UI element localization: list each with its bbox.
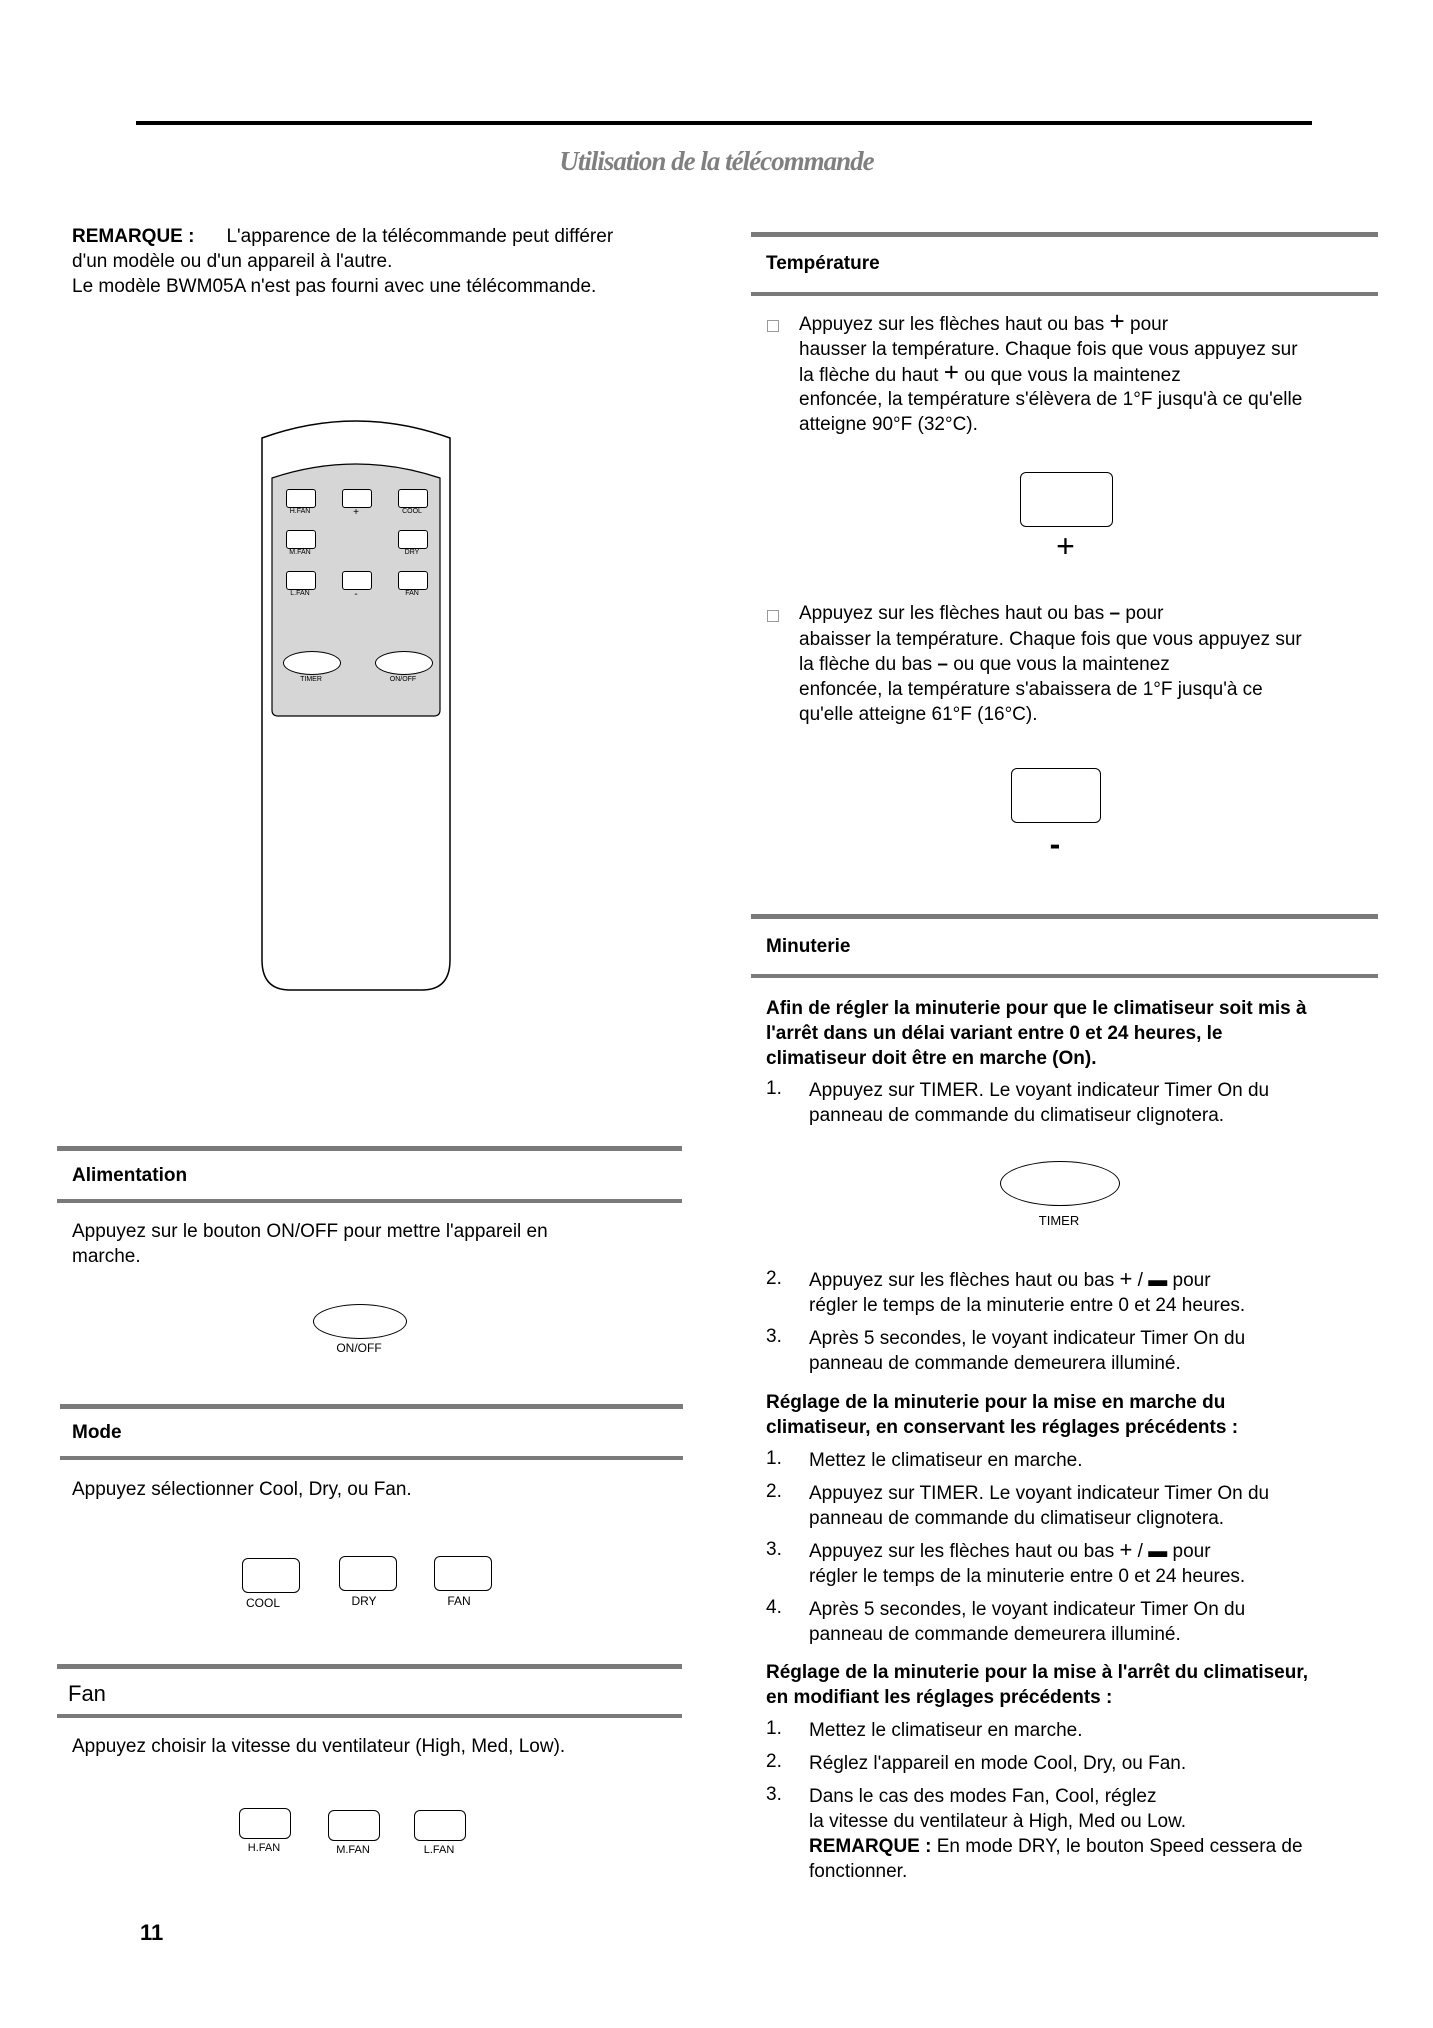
onoff-button	[313, 1304, 407, 1339]
remote-plus-button	[342, 489, 372, 508]
step-number: 1.	[766, 1078, 782, 1099]
remote-onoff-label: ON/OFF	[389, 676, 417, 683]
minuterie-rule-top	[751, 914, 1378, 919]
note-line3: Le modèle BWM05A n'est pas fourni avec une télécommande.	[72, 276, 597, 297]
cool-button-label: COOL	[245, 1596, 280, 1610]
dry-button	[339, 1556, 397, 1591]
remote-fan-button	[398, 571, 428, 590]
temp-down-line2: abaisser la température. Chaque fois que vous appuyez sur	[799, 629, 1302, 650]
remote-fan-label: FAN	[405, 590, 419, 597]
alimentation-rule-top	[57, 1146, 682, 1151]
remarque-line: REMARQUE : En mode DRY, le bouton Speed cessera de	[809, 1836, 1303, 1857]
on-step-2-line1: Appuyez sur TIMER. Le voyant indicateur Timer On du	[809, 1483, 1270, 1504]
temp-down-line3: la flèche du bas – ou que vous la maintenez	[799, 654, 1170, 675]
lfan-button-label: L.FAN	[423, 1844, 455, 1856]
step-2-line2: régler le temps de la minuterie entre 0 et 24 heures.	[809, 1295, 1246, 1316]
fan-rule-bottom	[57, 1714, 682, 1718]
temperature-rule-bottom	[751, 292, 1378, 296]
temp-down-button	[1011, 768, 1101, 823]
cool-button	[242, 1558, 300, 1593]
mode-text: Appuyez sélectionner Cool, Dry, ou Fan.	[72, 1479, 412, 1500]
remote-lfan-label: L.FAN	[290, 590, 310, 597]
remote-cool-label: COOL	[402, 508, 422, 515]
off-step-1: Mettez le climatiseur en marche.	[809, 1720, 1083, 1741]
step-number: 2.	[766, 1268, 782, 1289]
note-label: REMARQUE :	[72, 226, 195, 247]
timer-button-label: TIMER	[1038, 1213, 1080, 1228]
fan-text: Appuyez choisir la vitesse du ventilateur (High, Med, Low).	[72, 1736, 566, 1757]
fan-mode-button	[434, 1556, 492, 1591]
remarque-line2: fonctionner.	[809, 1861, 908, 1882]
remote-dry-label: DRY	[404, 549, 420, 556]
alimentation-text-2: marche.	[72, 1246, 141, 1267]
remote-plus-label: +	[353, 507, 359, 518]
step-number: 4.	[766, 1597, 782, 1618]
remote-minus-label: -	[354, 589, 358, 600]
temp-up-line1: Appuyez sur les flèches haut ou bas + pour	[799, 306, 1169, 336]
fan-mode-button-label: FAN	[447, 1594, 471, 1608]
step-number: 3.	[766, 1784, 782, 1805]
off-step-3-line1: Dans le cas des modes Fan, Cool, réglez	[809, 1786, 1157, 1807]
alimentation-rule-bottom	[57, 1199, 682, 1203]
minuterie-intro-2: l'arrêt dans un délai variant entre 0 et 24 heures, le	[766, 1023, 1223, 1044]
remote-lfan-button	[286, 571, 316, 590]
on-step-1: Mettez le climatiseur en marche.	[809, 1450, 1083, 1471]
temp-up-line3: la flèche du haut + ou que vous la maintenez	[799, 357, 1181, 387]
temp-down-line5: qu'elle atteigne 61°F (16°C).	[799, 704, 1038, 725]
fan-rule-top	[57, 1664, 682, 1669]
remote-cool-button	[398, 489, 428, 508]
alimentation-text-1: Appuyez sur le bouton ON/OFF pour mettre l'appareil en	[72, 1221, 548, 1242]
minuterie-intro-1: Afin de régler la minuterie pour que le climatiseur soit mis à	[766, 998, 1307, 1019]
mode-heading: Mode	[72, 1422, 122, 1443]
dry-button-label: DRY	[351, 1594, 377, 1608]
hfan-button-label: H.FAN	[247, 1842, 281, 1854]
temp-up-button	[1020, 472, 1113, 527]
timer-on-heading-2: climatiseur, en conservant les réglages précédents :	[766, 1417, 1239, 1438]
on-step-4-line2: panneau de commande demeurera illuminé.	[809, 1624, 1181, 1645]
remote-dry-button	[398, 530, 428, 549]
onoff-button-label: ON/OFF	[336, 1341, 382, 1355]
header-rule	[136, 121, 1312, 125]
minuterie-heading: Minuterie	[766, 936, 851, 957]
step-number: 1.	[766, 1718, 782, 1739]
remote-timer-label: TIMER	[300, 676, 322, 683]
step-1-line1: Appuyez sur TIMER. Le voyant indicateur Timer On du	[809, 1080, 1270, 1101]
mode-rule-bottom	[60, 1456, 683, 1460]
temperature-rule-top	[751, 232, 1378, 237]
note-line1: REMARQUE : L'apparence de la télécommande peut différer	[72, 226, 614, 247]
timer-button	[1000, 1161, 1120, 1206]
remote-onoff-button	[375, 651, 433, 675]
bullet-icon	[767, 610, 779, 622]
off-step-3-line2: la vitesse du ventilateur à High, Med ou Low.	[809, 1811, 1187, 1832]
temp-up-line4: enfoncée, la température s'élèvera de 1°F jusqu'à ce qu'elle	[799, 389, 1303, 410]
alimentation-heading: Alimentation	[72, 1165, 188, 1186]
on-step-3-line1: Appuyez sur les flèches haut ou bas + / ▬ pour	[809, 1537, 1211, 1562]
mfan-button-label: M.FAN	[336, 1844, 370, 1856]
step-1-line2: panneau de commande du climatiseur clignotera.	[809, 1105, 1225, 1126]
on-step-3-line2: régler le temps de la minuterie entre 0 et 24 heures.	[809, 1566, 1246, 1587]
remote-mfan-label: M.FAN	[289, 549, 311, 556]
temp-down-line1: Appuyez sur les flèches haut ou bas – pour	[799, 603, 1164, 624]
remote-hfan-label: H.FAN	[289, 508, 311, 515]
temp-down-line4: enfoncée, la température s'abaissera de 1°F jusqu'à ce	[799, 679, 1263, 700]
timer-off-heading-2: en modifiant les réglages précédents :	[766, 1687, 1113, 1708]
temp-up-symbol: +	[1056, 528, 1075, 564]
step-3-line1: Après 5 secondes, le voyant indicateur Timer On du	[809, 1328, 1246, 1349]
temp-up-line2: hausser la température. Chaque fois que vous appuyez sur	[799, 339, 1298, 360]
page-number: 11	[140, 1920, 164, 1945]
step-number: 3.	[766, 1326, 782, 1347]
remote-timer-button	[283, 651, 341, 675]
mode-rule-top	[60, 1404, 683, 1409]
note-line2: d'un modèle ou d'un appareil à l'autre.	[72, 251, 393, 272]
page-title: Utilisation de la télécommande	[559, 146, 874, 176]
remote-hfan-button	[286, 489, 316, 508]
minuterie-rule-bottom	[751, 974, 1378, 978]
step-number: 3.	[766, 1539, 782, 1560]
off-step-2: Réglez l'appareil en mode Cool, Dry, ou Fan.	[809, 1753, 1187, 1774]
temp-down-symbol: -	[1049, 826, 1061, 862]
remote-minus-button	[342, 571, 372, 590]
hfan-button	[239, 1808, 291, 1839]
step-3-line2: panneau de commande demeurera illuminé.	[809, 1353, 1181, 1374]
remote-mfan-button	[286, 530, 316, 549]
bullet-icon	[767, 320, 779, 332]
step-2-line1: Appuyez sur les flèches haut ou bas + / ▬ pour	[809, 1266, 1211, 1291]
on-step-2-line2: panneau de commande du climatiseur clignotera.	[809, 1508, 1225, 1529]
on-step-4-line1: Après 5 secondes, le voyant indicateur Timer On du	[809, 1599, 1246, 1620]
temperature-heading: Température	[766, 253, 880, 274]
fan-heading: Fan	[68, 1681, 106, 1706]
timer-off-heading-1: Réglage de la minuterie pour la mise à l'arrêt du climatiseur,	[766, 1662, 1308, 1683]
mfan-button	[328, 1810, 380, 1841]
step-number: 2.	[766, 1751, 782, 1772]
timer-on-heading-1: Réglage de la minuterie pour la mise en marche du	[766, 1392, 1226, 1413]
step-number: 1.	[766, 1448, 782, 1469]
minuterie-intro-3: climatiseur doit être en marche (On).	[766, 1048, 1097, 1069]
temp-up-line5: atteigne 90°F (32°C).	[799, 414, 978, 435]
lfan-button	[414, 1810, 466, 1841]
step-number: 2.	[766, 1481, 782, 1502]
